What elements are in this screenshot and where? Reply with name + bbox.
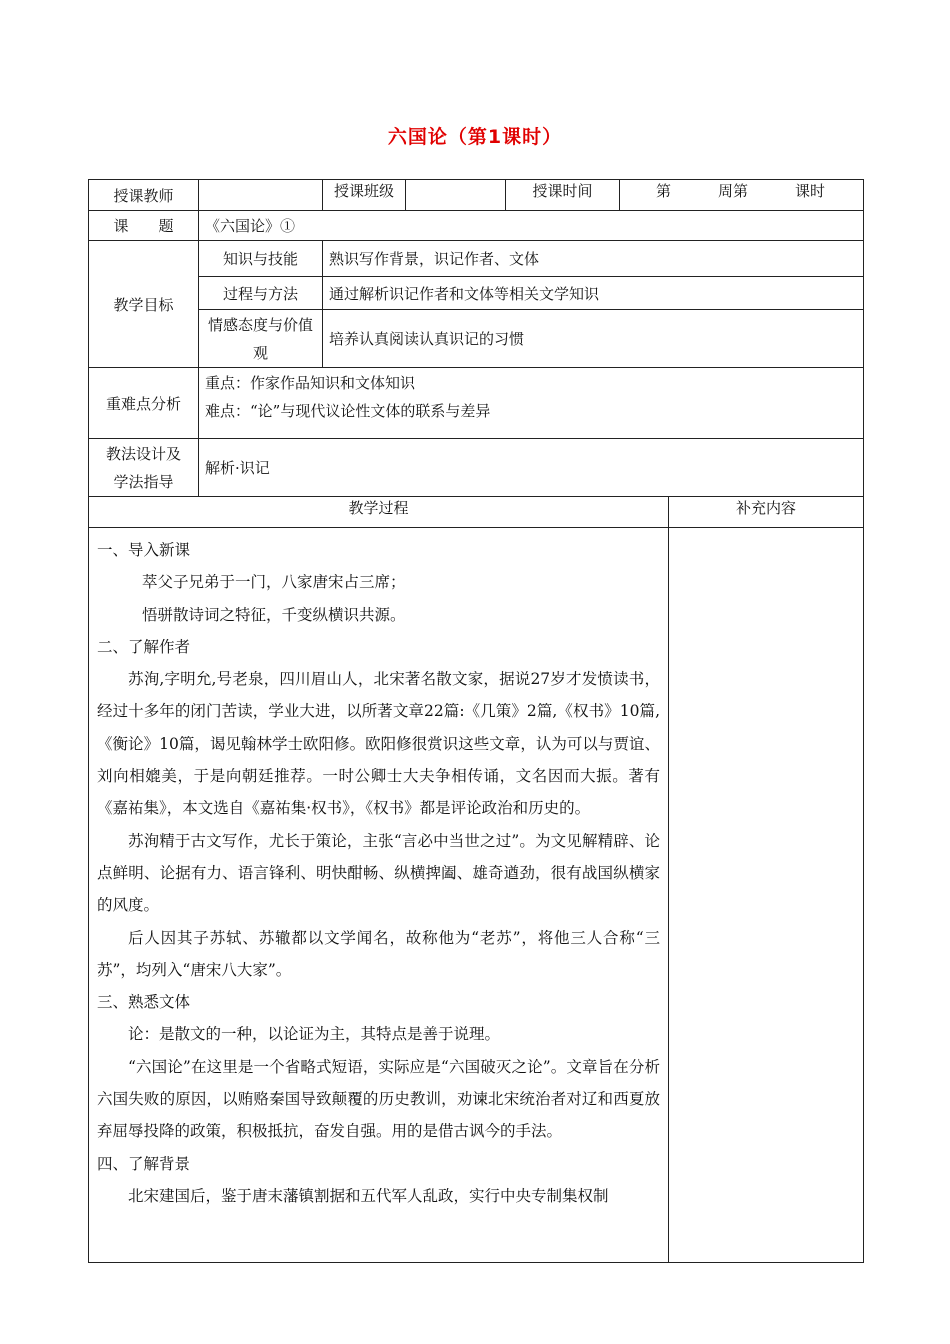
process-verse: 萃父子兄弟于一门，八家唐宋占三席； — [141, 573, 406, 592]
time-week-prefix: 第 — [656, 182, 672, 200]
process-heading: 二、了解作者 — [97, 637, 191, 656]
goal-name: 过程与方法 — [199, 277, 323, 310]
teacher-value — [199, 180, 323, 211]
method-label-line: 教法设计及 — [105, 444, 181, 463]
topic-row — [89, 211, 864, 241]
keypoints-label: 重难点分析 — [89, 368, 199, 439]
keypoint-line: 难点：“论”与现代议论性文体的联系与差异 — [205, 402, 491, 420]
goal-name: 知识与技能 — [199, 241, 323, 277]
keypoints-row — [89, 368, 864, 439]
process-paragraph: 苏洵,字明允,号老泉，四川眉山人，北宋著名散文家，据说27岁才发愤读书，经过十多年的闭门苦读，学业大进，以所著文章22篇:《几策》2篇,《权书》10篇,《衡论》10篇，谒见翰林学士欧阳修。欧阳修很赏识这些文章，认为可以与贾谊、刘向相媲美，于是向朝廷推荐。一时公卿士大夫争相传诵，文名因而大振。著有《嘉祐集》，本文选自《嘉祐集·权书》，《权书》都是评论政治和历史的。 — [97, 670, 660, 818]
time-week-suffix: 周第 — [718, 182, 749, 200]
method-label — [89, 439, 199, 497]
time-period-suffix: 课时 — [795, 182, 826, 200]
teacher-label: 授课教师 — [89, 180, 199, 211]
goal-row — [89, 241, 864, 277]
lesson-plan-table — [88, 179, 864, 1263]
keypoints-value — [199, 368, 864, 439]
method-row — [89, 439, 864, 497]
topic-label: 课 题 — [89, 211, 199, 241]
time-value — [620, 180, 864, 211]
goal-name: 情感态度与价值观 — [199, 310, 323, 368]
supplement-header: 补充内容 — [669, 497, 864, 528]
process-paragraph: 后人因其子苏轼、苏辙都以文学闻名，故称他为“老苏”，将他三人合称“三苏”，均列入“唐宋八大家”。 — [97, 928, 660, 979]
goal-value: 熟识写作背景，识记作者、文体 — [323, 241, 864, 277]
process-verse: 悟骈散诗词之特征，千变纵横识共源。 — [141, 605, 406, 624]
topic-value: 《六国论》① — [199, 211, 864, 241]
goal-value: 通过解析识记作者和文体等相关文学知识 — [323, 277, 864, 310]
goal-row — [89, 277, 864, 310]
class-label: 授课班级 — [323, 180, 406, 211]
process-paragraph: “六国论”在这里是一个省略式短语，实际应是“六国破灭之论”。文章旨在分析六国失败的原因，以贿赂秦国导致颠覆的历史教训，劝谏北宋统治者对辽和西夏放弃屈辱投降的政策，积极抵抗，奋发自强。用的是借古讽今的手法。 — [97, 1057, 660, 1141]
process-heading: 一、导入新课 — [97, 541, 191, 559]
class-value — [406, 180, 506, 211]
method-value: 解析·识记 — [199, 439, 864, 497]
keypoint-line: 重点：作家作品知识和文体知识 — [205, 374, 416, 392]
process-paragraph: 苏洵精于古文写作，尤长于策论，主张“言必中当世之过”。为文见解精辟、论点鲜明、论据有力、语言锋利、明快酣畅、纵横捭阖、雄奇遒劲，很有战国纵横家的风度。 — [97, 831, 660, 915]
supplement-content — [669, 528, 864, 1263]
process-header: 教学过程 — [89, 497, 669, 528]
page-title: 六国论（第1课时） — [387, 126, 563, 148]
process-heading: 三、熟悉文体 — [97, 993, 191, 1012]
method-label-line: 学法指导 — [113, 472, 174, 491]
process-heading: 四、了解背景 — [97, 1154, 191, 1173]
process-header-row — [89, 497, 864, 528]
process-row — [89, 528, 864, 1263]
process-content — [89, 528, 669, 1263]
time-label: 授课时间 — [506, 180, 620, 211]
process-paragraph: 北宋建国后，鉴于唐末藩镇割据和五代军人乱政，实行中央专制集权制 — [128, 1186, 609, 1205]
goal-row — [89, 310, 864, 368]
process-paragraph: 论：是散文的一种，以论证为主，其特点是善于说理。 — [128, 1025, 501, 1044]
header-row — [89, 180, 864, 211]
goal-value: 培养认真阅读认真识记的习惯 — [323, 310, 864, 368]
goals-label: 教学目标 — [89, 241, 199, 368]
